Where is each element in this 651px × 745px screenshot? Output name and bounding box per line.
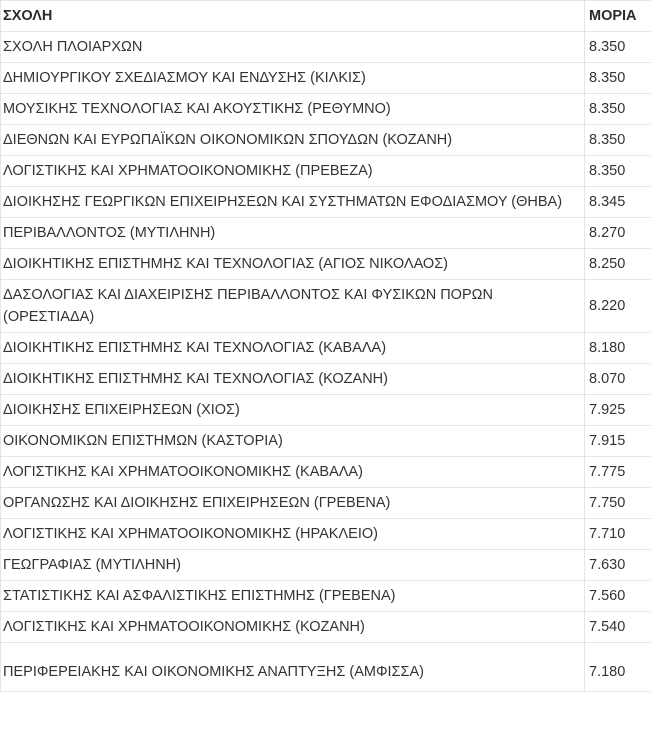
table-row [1,63,651,94]
points-cell: 8.350 [585,63,651,94]
points-cell: 7.925 [585,395,651,426]
school-cell: ΔΙΟΙΚΗΤΙΚΗΣ ΕΠΙΣΤΗΜΗΣ ΚΑΙ ΤΕΧΝΟΛΟΓΙΑΣ (ΚΟΖΑΝΗ) [1,364,585,395]
table-row [1,125,651,156]
school-cell: ΣΧΟΛΗ ΠΛΟΙΑΡΧΩΝ [1,32,585,63]
table-row [1,643,651,692]
school-cell: ΔΙΟΙΚΗΤΙΚΗΣ ΕΠΙΣΤΗΜΗΣ ΚΑΙ ΤΕΧΝΟΛΟΓΙΑΣ (ΑΓΙΟΣ ΝΙΚΟΛΑΟΣ) [1,249,585,280]
table-row [1,32,651,63]
school-cell: ΠΕΡΙΒΑΛΛΟΝΤΟΣ (ΜΥΤΙΛΗΝΗ) [1,218,585,249]
school-cell: ΟΡΓΑΝΩΣΗΣ ΚΑΙ ΔΙΟΙΚΗΣΗΣ ΕΠΙΧΕΙΡΗΣΕΩΝ (ΓΡΕΒΕΝΑ) [1,488,585,519]
points-cell: 8.350 [585,94,651,125]
points-cell: 7.710 [585,519,651,550]
table-row [1,581,651,612]
points-cell: 8.180 [585,333,651,364]
points-cell: 8.345 [585,187,651,218]
table-row [1,426,651,457]
school-cell: ΔΙΟΙΚΗΣΗΣ ΓΕΩΡΓΙΚΩΝ ΕΠΙΧΕΙΡΗΣΕΩΝ ΚΑΙ ΣΥΣΤΗΜΑΤΩΝ ΕΦΟΔΙΑΣΜΟΥ (ΘΗΒΑ) [1,187,585,218]
school-cell: ΜΟΥΣΙΚΗΣ ΤΕΧΝΟΛΟΓΙΑΣ ΚΑΙ ΑΚΟΥΣΤΙΚΗΣ (ΡΕΘΥΜΝΟ) [1,94,585,125]
points-cell: 8.250 [585,249,651,280]
school-cell: ΛΟΓΙΣΤΙΚΗΣ ΚΑΙ ΧΡΗΜΑΤΟΟΙΚΟΝΟΜΙΚΗΣ (ΚΑΒΑΛΑ) [1,457,585,488]
points-cell: 7.560 [585,581,651,612]
points-cell: 8.350 [585,125,651,156]
table-row [1,612,651,643]
points-cell: 8.270 [585,218,651,249]
table-header-row [1,1,651,32]
table-row [1,333,651,364]
school-cell: ΛΟΓΙΣΤΙΚΗΣ ΚΑΙ ΧΡΗΜΑΤΟΟΙΚΟΝΟΜΙΚΗΣ (ΠΡΕΒΕΖΑ) [1,156,585,187]
table-row [1,519,651,550]
table-row [1,488,651,519]
school-column-header: ΣΧΟΛΗ [1,1,585,32]
school-cell: ΣΤΑΤΙΣΤΙΚΗΣ ΚΑΙ ΑΣΦΑΛΙΣΤΙΚΗΣ ΕΠΙΣΤΗΜΗΣ (ΓΡΕΒΕΝΑ) [1,581,585,612]
points-cell: 7.630 [585,550,651,581]
table-row [1,94,651,125]
points-cell: 8.350 [585,32,651,63]
points-column-header: ΜΟΡΙΑ [585,1,651,32]
points-cell: 8.220 [585,280,651,333]
table-row [1,249,651,280]
table-row [1,364,651,395]
table-row [1,395,651,426]
school-cell: ΔΑΣΟΛΟΓΙΑΣ ΚΑΙ ΔΙΑΧΕΙΡΙΣΗΣ ΠΕΡΙΒΑΛΛΟΝΤΟΣ ΚΑΙ ΦΥΣΙΚΩΝ ΠΟΡΩΝ (ΟΡΕΣΤΙΑΔΑ) [1,280,585,333]
points-cell: 7.180 [585,643,651,692]
school-cell: ΔΙΟΙΚΗΣΗΣ ΕΠΙΧΕΙΡΗΣΕΩΝ (ΧΙΟΣ) [1,395,585,426]
school-cell: ΔΙΟΙΚΗΤΙΚΗΣ ΕΠΙΣΤΗΜΗΣ ΚΑΙ ΤΕΧΝΟΛΟΓΙΑΣ (ΚΑΒΑΛΑ) [1,333,585,364]
school-cell: ΛΟΓΙΣΤΙΚΗΣ ΚΑΙ ΧΡΗΜΑΤΟΟΙΚΟΝΟΜΙΚΗΣ (ΚΟΖΑΝΗ) [1,612,585,643]
points-cell: 7.540 [585,612,651,643]
points-cell: 7.775 [585,457,651,488]
table-row [1,218,651,249]
points-cell: 8.350 [585,156,651,187]
school-cell: ΠΕΡΙΦΕΡΕΙΑΚΗΣ ΚΑΙ ΟΙΚΟΝΟΜΙΚΗΣ ΑΝΑΠΤΥΞΗΣ (ΑΜΦΙΣΣΑ) [1,643,585,692]
school-cell: ΛΟΓΙΣΤΙΚΗΣ ΚΑΙ ΧΡΗΜΑΤΟΟΙΚΟΝΟΜΙΚΗΣ (ΗΡΑΚΛΕΙΟ) [1,519,585,550]
points-cell: 7.750 [585,488,651,519]
school-cell: ΟΙΚΟΝΟΜΙΚΩΝ ΕΠΙΣΤΗΜΩΝ (ΚΑΣΤΟΡΙΑ) [1,426,585,457]
table-row [1,550,651,581]
table-row [1,187,651,218]
school-cell: ΔΙΕΘΝΩΝ ΚΑΙ ΕΥΡΩΠΑΪΚΩΝ ΟΙΚΟΝΟΜΙΚΩΝ ΣΠΟΥΔΩΝ (ΚΟΖΑΝΗ) [1,125,585,156]
table-row [1,280,651,333]
school-cell: ΔΗΜΙΟΥΡΓΙΚΟΥ ΣΧΕΔΙΑΣΜΟΥ ΚΑΙ ΕΝΔΥΣΗΣ (ΚΙΛΚΙΣ) [1,63,585,94]
table-row [1,156,651,187]
points-cell: 8.070 [585,364,651,395]
points-cell: 7.915 [585,426,651,457]
table-row [1,457,651,488]
school-cell: ΓΕΩΓΡΑΦΙΑΣ (ΜΥΤΙΛΗΝΗ) [1,550,585,581]
